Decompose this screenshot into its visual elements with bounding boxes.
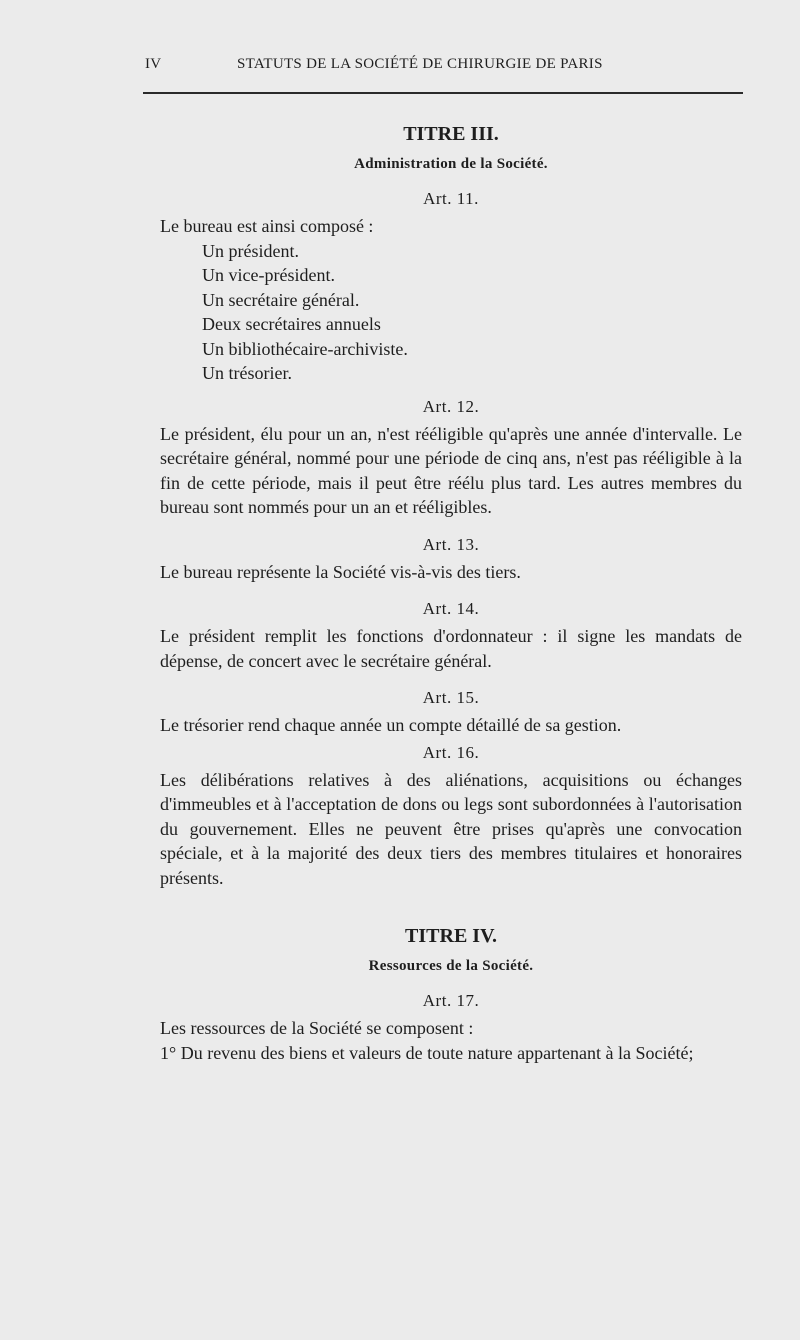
section-administration-heading: Administration de la Société. bbox=[354, 156, 548, 172]
page-number: IV bbox=[145, 56, 162, 72]
bureau-members-list bbox=[160, 239, 742, 386]
article-14-label: Art. 14. bbox=[422, 599, 480, 618]
article-13-label: Art. 13. bbox=[422, 534, 480, 554]
article-17-item-1: 1° Du revenu des biens et valeurs de toute nature appartenant à la Société; bbox=[160, 1042, 694, 1063]
article-16-text: Les délibérations relatives à des aliénations, acquisitions ou échanges d'immeubles et à l'acceptation de dons ou legs sont subordonnées à l'autorisation du gouvernement. Elles ne peuvent être prises qu'après une convocation spéciale, et à la majorité des deux tiers des membres titulaires et honoraires présents. bbox=[160, 769, 742, 888]
header-rule bbox=[143, 92, 743, 94]
list-item: Un vice-président. bbox=[202, 265, 335, 285]
article-17-label: Art. 17. bbox=[422, 991, 480, 1010]
article-13-text: Le bureau représente la Société vis-à-vis des tiers. bbox=[160, 561, 521, 582]
list-item: Un président. bbox=[202, 240, 299, 261]
running-title: STATUTS DE LA SOCIÉTÉ DE CHIRURGIE DE PARIS bbox=[237, 56, 603, 72]
titre-4-heading: TITRE IV. bbox=[405, 925, 497, 947]
titre-3-heading: TITRE III. bbox=[403, 123, 499, 145]
article-12-text: Le président, élu pour un an, n'est rééligible qu'après une année d'intervalle. Le secrétaire général, nommé pour une période de cinq ans, n'est pas rééligible à la fin de cette période, mais il peut être réélu plus tard. Les autres membres du bureau sont nommés pour un an et rééligibles. bbox=[160, 423, 742, 517]
article-11-intro: Le bureau est ainsi composé : bbox=[160, 216, 374, 236]
list-item: Deux secrétaires annuels bbox=[202, 314, 381, 334]
section-ressources-heading: Ressources de la Société. bbox=[368, 958, 534, 974]
article-11-label: Art. 11. bbox=[423, 189, 479, 208]
article-15-text: Le trésorier rend chaque année un compte détaillé de sa gestion. bbox=[160, 715, 622, 735]
list-item: Un trésorier. bbox=[202, 363, 292, 383]
running-head bbox=[145, 56, 655, 76]
list-item: Un secrétaire général. bbox=[202, 289, 360, 310]
text-column bbox=[160, 118, 742, 1065]
list-item: Un bibliothécaire-archiviste. bbox=[202, 338, 408, 359]
article-12-label: Art. 12. bbox=[422, 396, 480, 416]
article-16-label: Art. 16. bbox=[422, 742, 480, 762]
article-17-intro: Les ressources de la Société se composent : bbox=[160, 1018, 474, 1038]
article-15-label: Art. 15. bbox=[422, 688, 480, 707]
article-14-text: Le président remplit les fonctions d'ordonnateur : il signe les mandats de dépense, de concert avec le secrétaire général. bbox=[160, 626, 742, 671]
